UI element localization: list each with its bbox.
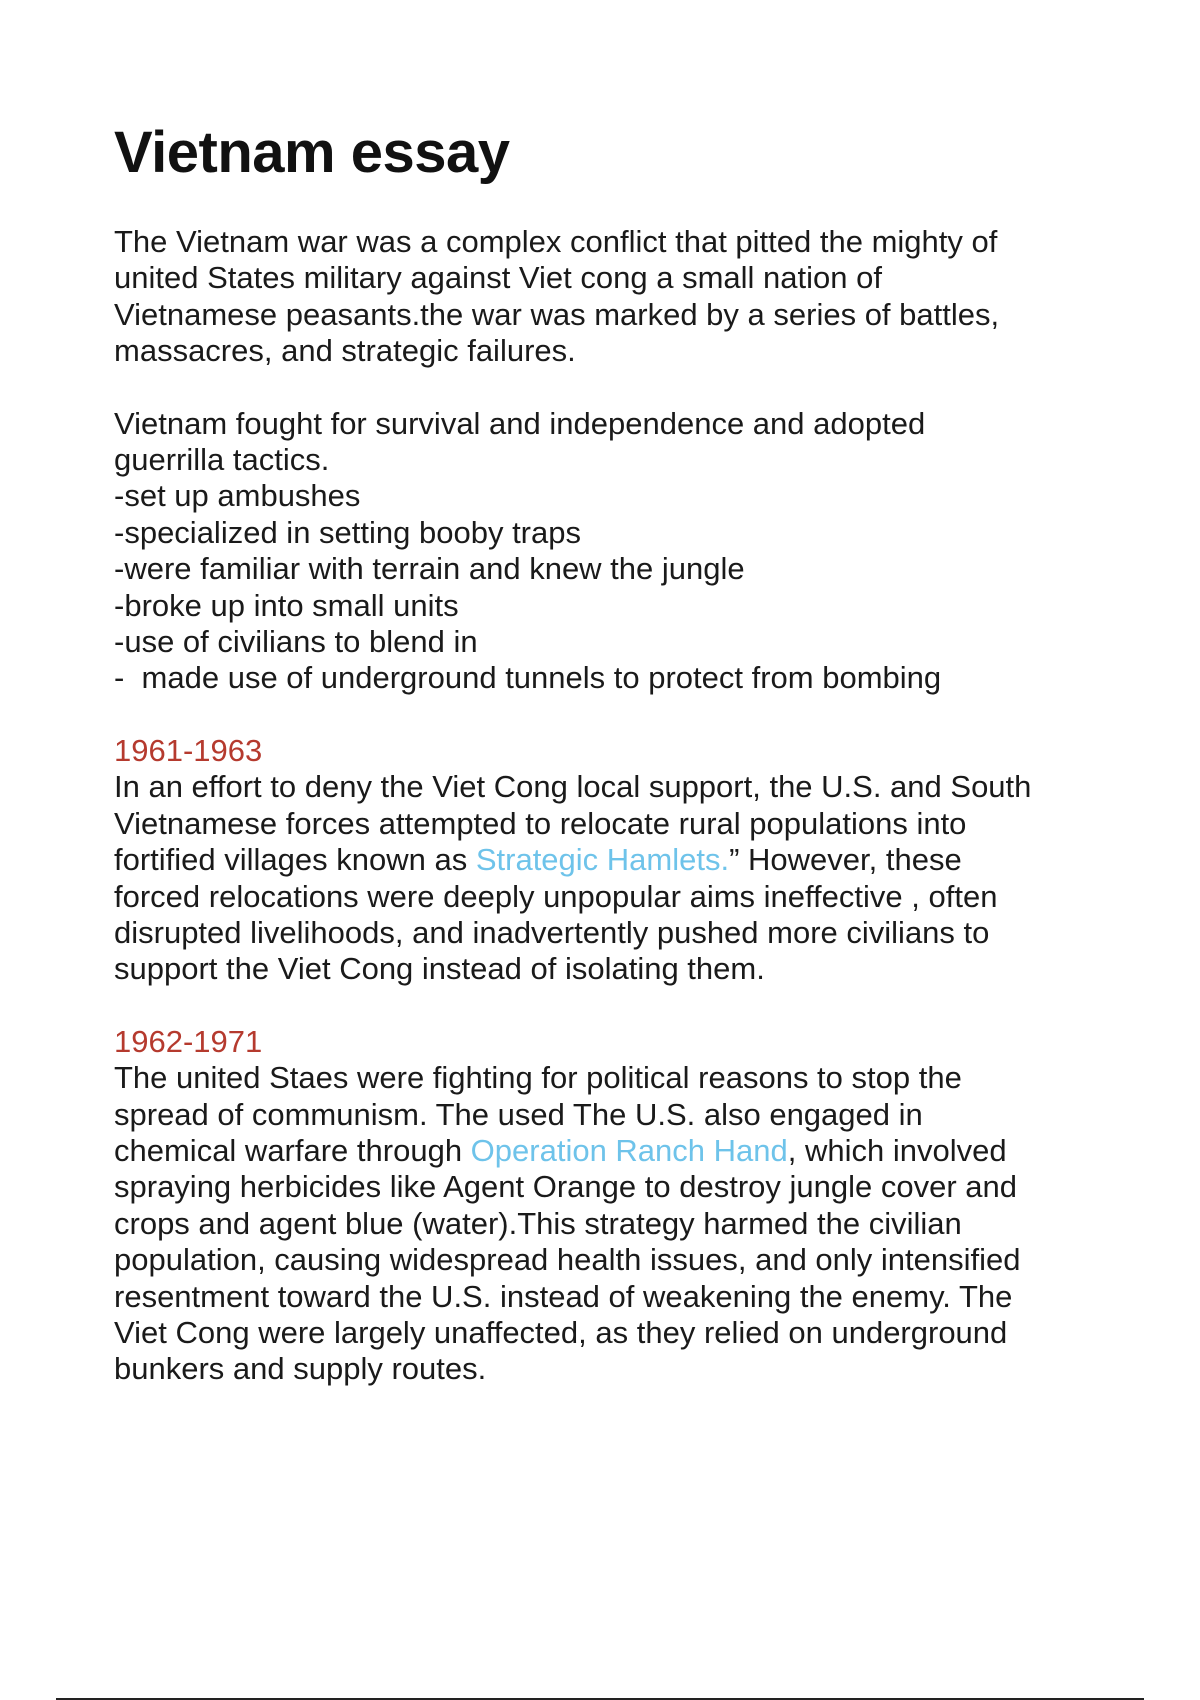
ranch-hand-paragraph — [114, 1060, 1094, 1388]
year-heading-1961-1963: 1961-1963 — [114, 732, 263, 768]
document-title: Vietnam essay — [114, 120, 510, 185]
paragraph-gap — [114, 370, 1094, 406]
paragraph-text: In an effort to deny the Viet Cong local support, the U.S. and South Vietnamese forces attempted to relocate rural populations into fortified villages known as — [114, 769, 1032, 878]
paragraph-text: , which involved spraying herbicides like Agent Orange to destroy jungle cover and crops and agent blue (water).This strategy harmed the civilian population, causing widespread health issues, and only intensified resentment toward the U.S. instead of weakening the enemy. The Viet Cong were largely unaffected, as they relied on underground bunkers and supply routes. — [114, 1132, 1021, 1387]
tactics-paragraph: Vietnam fought for survival and independence and adopted guerrilla tactics. — [114, 405, 926, 478]
intro-paragraph: The Vietnam war was a complex conflict that pitted the mighty of united States military against Viet cong a small nation of Vietnamese peasants.the war was marked by a series of battles, massacres, and strategic failures. — [114, 224, 1000, 369]
list-item: - made use of underground tunnels to protect from bombing — [114, 660, 942, 696]
paragraph-text: ” However, these forced relocations were deeply unpopular aims ineffective , often disrupted livelihoods, and inadvertently pushed more civilians to support the Viet Cong instead of isolating them. — [114, 842, 998, 987]
list-item: -were familiar with terrain and knew the jungle — [114, 551, 745, 587]
paragraph-gap — [114, 697, 1094, 733]
list-item: -set up ambushes — [114, 478, 361, 514]
strategic-hamlets-paragraph — [114, 769, 1094, 987]
year-heading-1962-1971: 1962-1971 — [114, 1023, 263, 1059]
list-item: -broke up into small units — [114, 587, 459, 623]
paragraph-gap — [114, 988, 1094, 1024]
tactics-list — [114, 478, 1094, 696]
operation-ranch-hand-link[interactable]: Operation Ranch Hand — [470, 1132, 788, 1168]
paragraph-text: The united Staes were fighting for political reasons to stop the spread of communism. The used The U.S. also engaged in chemical warfare through — [114, 1060, 962, 1168]
list-item: -use of civilians to blend in — [114, 624, 478, 660]
document-page — [114, 118, 1094, 1388]
strategic-hamlets-link[interactable]: Strategic Hamlets. — [475, 842, 730, 878]
list-item: -specialized in setting booby traps — [114, 514, 581, 550]
